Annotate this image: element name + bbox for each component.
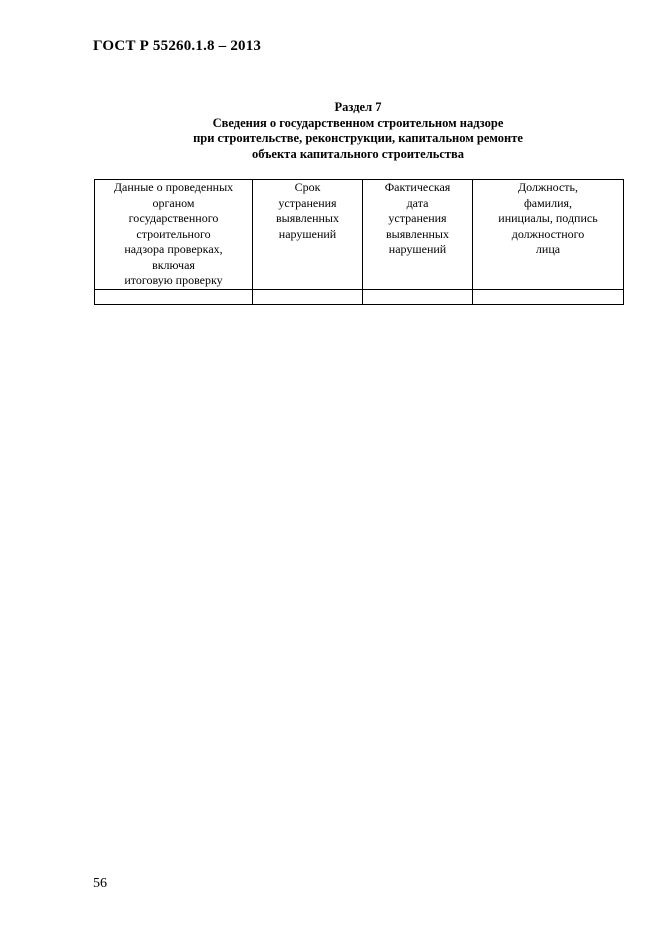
table-cell — [95, 289, 253, 304]
header-line: дата — [406, 195, 429, 210]
column-header-inspections — [95, 180, 253, 290]
section-number: Раздел 7 — [334, 100, 382, 114]
header-line: Фактическая — [384, 180, 451, 194]
header-line: нарушений — [388, 242, 447, 256]
section-heading — [94, 100, 622, 162]
header-line: устранения — [278, 195, 337, 210]
page-number: 56 — [93, 876, 107, 891]
header-line: включая — [152, 257, 195, 272]
inspection-table — [94, 179, 624, 305]
header-line: фамилия, — [523, 195, 573, 210]
header-line: инициалы, подпись — [498, 211, 598, 225]
header-line: лица — [535, 242, 561, 256]
column-header-deadline — [253, 180, 363, 290]
header-line: устранения — [388, 211, 447, 225]
header-line: Срок — [294, 180, 321, 194]
table-row — [95, 289, 624, 304]
header-line: Должность, — [517, 180, 579, 194]
table-cell — [253, 289, 363, 304]
header-line: итоговую проверку — [124, 273, 223, 287]
header-line: надзора проверках, — [124, 242, 223, 256]
table-cell — [363, 289, 473, 304]
section-title-line: Сведения о государственном строительном надзоре — [212, 115, 504, 130]
header-line: Данные о проведенных — [113, 180, 234, 194]
table-header-row — [95, 180, 624, 290]
table-cell — [473, 289, 624, 304]
header-line: государственного — [128, 211, 219, 225]
header-line: строительного — [136, 226, 211, 241]
section-title-line: при строительстве, реконструкции, капитальном ремонте — [193, 131, 523, 145]
header-line: органом — [152, 195, 195, 210]
document-code: ГОСТ Р 55260.1.8 – 2013 — [93, 38, 262, 54]
header-line: выявленных — [386, 226, 449, 241]
column-header-actual-date — [363, 180, 473, 290]
column-header-official — [473, 180, 624, 290]
header-line: выявленных — [276, 211, 339, 225]
header-line: должностного — [511, 226, 585, 241]
section-title-line: объекта капитального строительства — [251, 146, 465, 161]
header-line: нарушений — [278, 226, 337, 241]
